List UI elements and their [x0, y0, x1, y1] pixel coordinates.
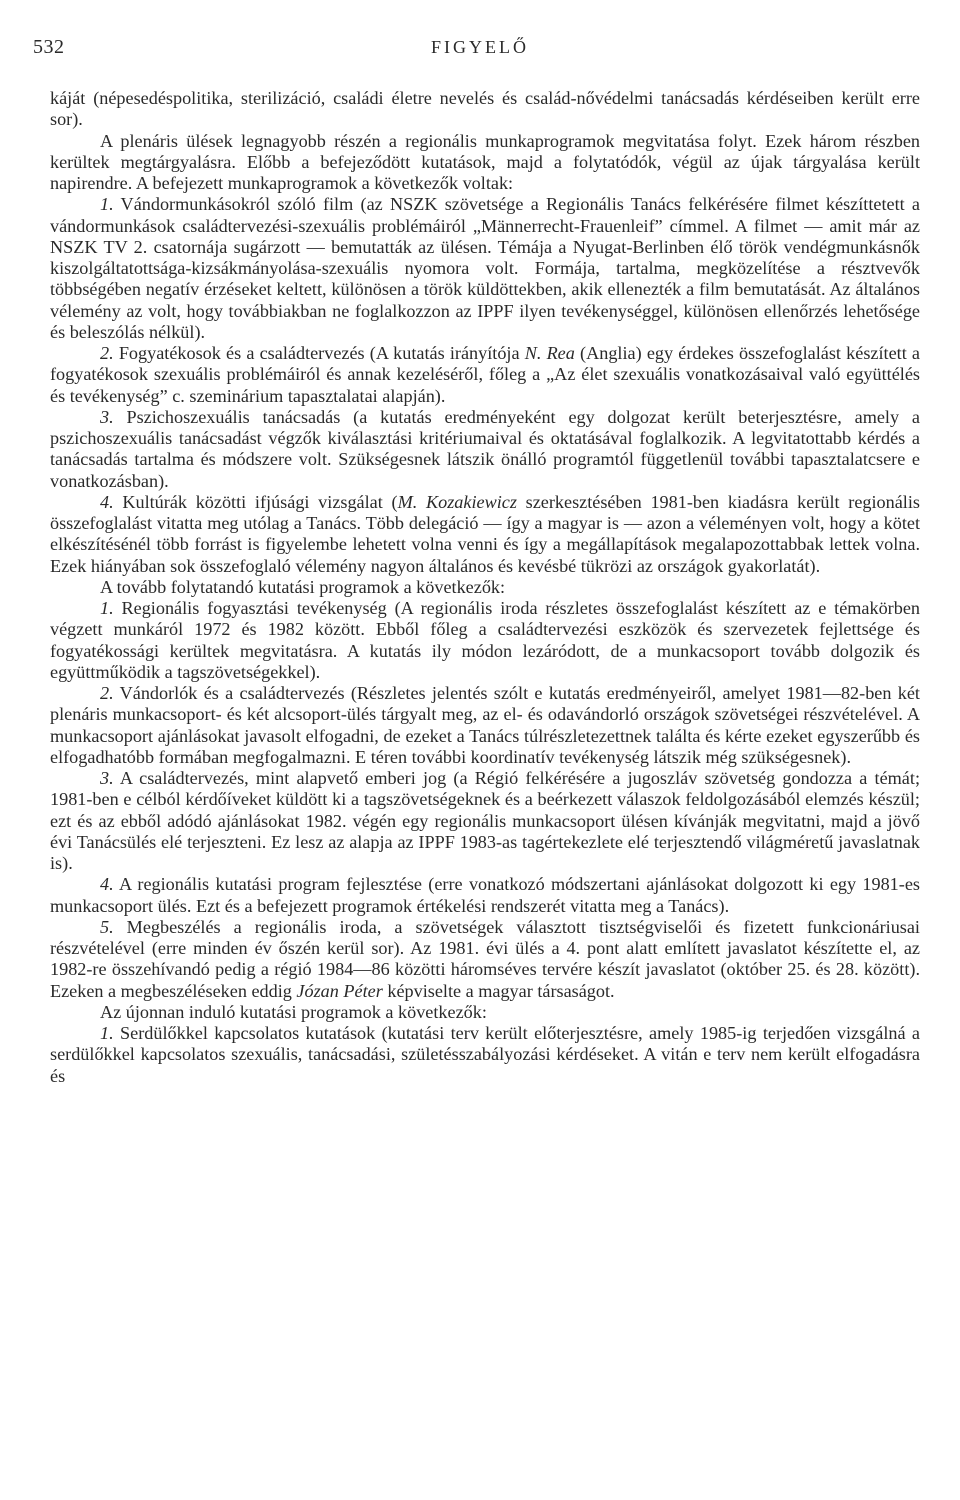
page-number: 532 [33, 36, 65, 58]
continuing-item-5 [50, 917, 920, 1002]
person-name: Józan Péter [296, 980, 383, 1001]
paragraph-text: A regionális kutatási program fejlesztése (erre vonatkozó módszertani ajánlásokat dolgozott ki egy 1981-es munkacsoport ülés. Ezt és a befejezett programok értékelési rendszerét vitatta meg a Tanács). [50, 874, 920, 916]
paragraph-text: Vándorlók és a családtervezés (Részletes jelentés szólt e kutatás eredményeiről, amelyet 1981—82-ben két plenáris munkacsoport- és két alcsoport-ülés tárgyalt meg, az el- és odavándorló országok szövetségei részvételével. A munkacsoport ajánlásokat javasolt elfogadni, de ezeket a Tanács túlrészletezettnek találta és kérte ezeket egyszerűbb és elfogadhatóbb formában megfogalmazni. E téren további koordinatív tevékenység látszik még szükségesnek). [50, 683, 920, 767]
item-number: 5. [100, 916, 114, 937]
continuing-item-4 [50, 874, 920, 917]
paragraph-text: Pszichoszexuális tanácsadás (a kutatás eredményeként egy dolgozat került beterjesztésre, amely a pszichoszexuális tanácsadást végzők kiválasztási kritériumaival és oktatásával foglalkozik. A legvitatottabb kérdés a tanácsadás tartalma és módszere volt. Szükségesnek látszik önálló programtól függetlenül további tapasztalatcsere e vonatkozásban). [50, 406, 920, 491]
paragraph-text: szerkesztésében 1981-ben kiadásra került regionális összefoglalást vitatta meg utólag a Tanács. Több delegáció — így a magyar is — azon a véleményen volt, hogy a kötet elkészítésénél több forrást is figyelembe lehetett volna venni és így a megállapítások megalapozottabbak lettek volna. Ezek hiányában sok összefoglaló vélemény nagyon általános és kevésbé tükrözi az országok gyakorlatát). [50, 491, 920, 576]
person-name: M. Kozakiewicz [397, 491, 517, 512]
new-item-1 [50, 1023, 920, 1087]
paragraph-plenary-intro [50, 131, 920, 195]
item-number: 2. [100, 683, 114, 703]
paragraph-text: képviselte a magyar társaságot. [382, 980, 615, 1001]
item-number: 4. [100, 491, 114, 512]
person-name: N. Rea [524, 343, 575, 363]
continuing-item-3 [50, 768, 920, 874]
paragraph-text: Serdülőkkel kapcsolatos kutatások (kutatási terv került előterjesztésre, amely 1985-ig terjedően vizsgálná a serdülőkkel kapcsolatos szexuális, tanácsadási, születésszabályozási kérdéseket. A vitán e terv nem került elfogadásra és [50, 1023, 920, 1086]
paragraph-text: káját (népesedéspolitika, sterilizáció, családi életre nevelés és család-nővédelmi tanácsadás kérdéseiben került erre sor). [50, 88, 920, 130]
item-number: 2. [100, 343, 114, 363]
item-number: 3. [100, 768, 114, 788]
item-number: 1. [100, 598, 114, 618]
paragraph-text: Fogyatékosok és a családtervezés (A kutatás irányítója [113, 343, 525, 363]
paragraph-text: Megbeszélés a regionális iroda, a szövetségek választott tisztségviselői és fizetett funkcionáriusai részvételével (erre minden év őszén kerül sor). Az 1981. évi ülés a 4. pont alatt említett javaslatot készítette el, az 1982-re összehívandó pedig a régió 1984—86 közötti háromséves tervére készít javaslatot (október 25. és 28. között). Ezeken a megbeszéléseken eddig [50, 916, 920, 1001]
paragraph-continuation [50, 88, 920, 131]
paragraph-text: A tovább folytatandó kutatási programok a következők: [100, 576, 506, 597]
paragraph-text: Az újonnan induló kutatási programok a következők: [100, 1001, 487, 1022]
section-new-heading [50, 1002, 920, 1023]
paragraph-text: Regionális fogyasztási tevékenység (A regionális iroda részletes összefoglalást készített az e témakörben végzett munkáról 1972 és 1982 között. Ebből főleg a családtervezési eszközök és szervezetek fejlettsége és fogyatékossági kerültek megvitatásra. A kutatás ily módon lezáródott, de a munkacsoport tovább dolgozik és együttműködik a tagszövetségekkel). [50, 598, 920, 682]
item-number: 1. [100, 194, 114, 215]
item-number: 3. [100, 406, 114, 427]
completed-item-1 [50, 194, 920, 343]
continuing-item-2 [50, 683, 920, 768]
section-continuing-heading [50, 577, 920, 598]
paragraph-text: (Anglia) egy érdekes összefoglalást készített a fogyatékosok szexuális problémáiról és annak kezeléséről, főleg a „Az élet szexuális vonatkozásaival való együttélés és tevékenység” c. szeminárium tapasztalatai alapján). [50, 343, 921, 406]
paragraph-text: Vándormunkásokról szóló film (az NSZK szövetsége a Regionális Tanács felkérésére filmet készíttetett a vándormunkások családtervezési-szexuális problémáiról „Männerrecht-Frauenleif” címmel. A filmet — amit már az NSZK TV 2. csatornája sugárzott — bemutatták az ülésen. Témája a Nyugat-Berlinben élő török vendégmunkásnők kiszolgáltatottsága-kizsákmányolása-szexuális nyomora volt. Formája, tartalma, megközelítése a résztvevők többségében negatív érzéseket keltett, különösen a török küldöttekben, akik ellenezték a film bemutatását. Az általános vélemény az volt, hogy továbbiakban ne foglalkozzon az IPPF ilyen tevékenységgel, különösen ellenőrzés lehetősége és beleszólás nélkül). [50, 194, 920, 342]
article-body [50, 88, 920, 1087]
item-number: 1. [100, 1023, 114, 1043]
completed-item-2 [50, 343, 920, 407]
completed-item-3 [50, 407, 920, 492]
paragraph-text: A plenáris ülések legnagyobb részén a regionális munkaprogramok megvitatása folyt. Ezek három részben kerültek megtárgyalásra. Előbb a befejeződött kutatások, majd a folytatódók, végül az újak tárgyalása került napirendre. A befejezett munkaprogramok a következők voltak: [50, 130, 920, 193]
running-title: FIGYELŐ [431, 37, 529, 57]
paragraph-text: A családtervezés, mint alapvető emberi jog (a Régió felkérésére a jugoszláv szövetség gondozza a témát; 1981-ben e célból kérdőíveket küldött ki a tagszövetségeknek és a beérkezett válaszok feldolgozásából elemzés készül; ezt és az ebből adódó ajánlásokat 1982. végén egy regionális munkacsoport ülésen kívánják megvitatni, majd a jövő évi Tanácsülés elé terjeszteni. Ez lesz az alapja az IPPF 1983-as tagértekezlete elé terjesztendő világméretű javaslatnak is). [50, 768, 920, 873]
completed-item-4 [50, 492, 920, 577]
continuing-item-1 [50, 598, 920, 683]
paragraph-text: Kultúrák közötti ifjúsági vizsgálat ( [113, 491, 398, 512]
item-number: 4. [100, 874, 114, 895]
